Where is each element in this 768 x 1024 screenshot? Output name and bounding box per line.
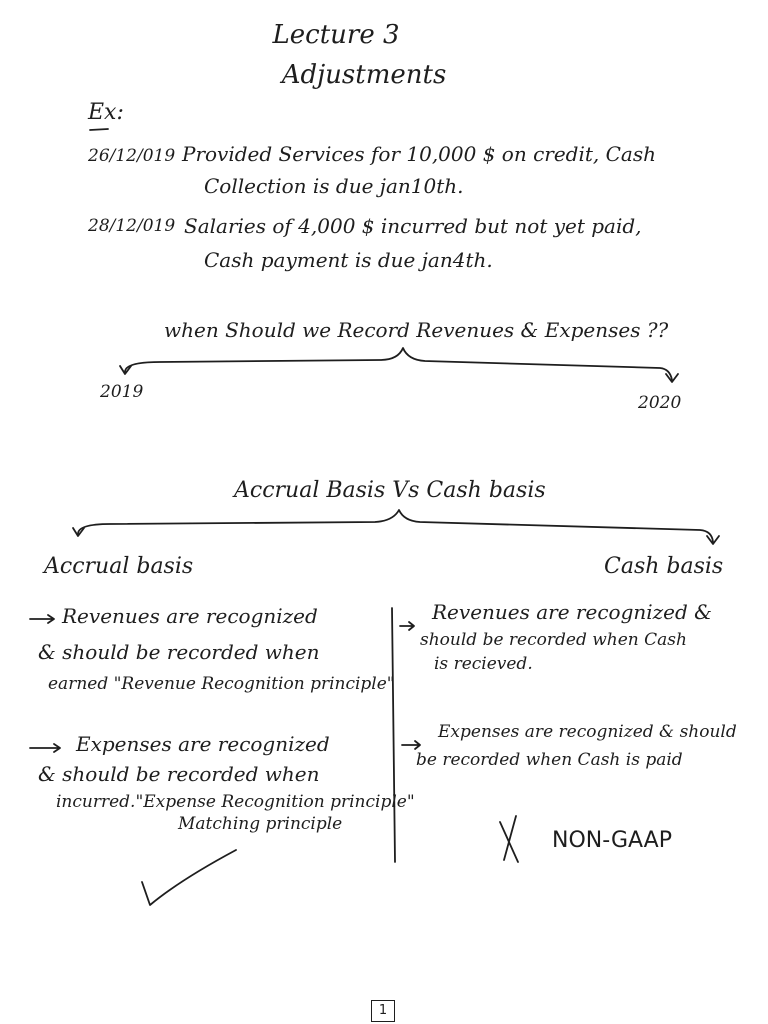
entry-2-line2: Cash payment is due jan4th. (204, 248, 493, 272)
timeline-left-year: 2019 (100, 382, 144, 402)
accrual-point-2-line-2: & should be recorded when (38, 762, 320, 786)
entry-2-date: 28/12/019 (88, 216, 176, 236)
ex-underline (90, 129, 108, 130)
page-number: 1 (371, 1000, 395, 1022)
lecture-title: Lecture 3 (272, 20, 400, 50)
bullet-arrow-2 (30, 744, 60, 752)
entry-2-line1: Salaries of 4,000 $ incurred but not yet paid, (184, 214, 642, 238)
topic-title: Adjustments (281, 60, 447, 90)
accrual-point-1-line-2: & should be recorded when (38, 640, 320, 664)
bullet-arrow-3 (400, 622, 414, 630)
accrual-point-2-line-3: incurred."Expense Recognition principle" (56, 792, 415, 812)
accrual-point-2-line-1: Expenses are recognized (76, 732, 330, 756)
entry-1-date: 26/12/019 (88, 146, 176, 166)
cash-point-1-line-2: should be recorded when Cash (420, 630, 687, 650)
example-label: Ex: (88, 100, 124, 125)
cash-label: Cash basis (604, 554, 724, 579)
cash-point-2-line-2: be recorded when Cash is paid (416, 750, 683, 770)
timeline-brace (125, 348, 672, 380)
entry-1-line1: Provided Services for 10,000 $ on credit, Cash (182, 142, 656, 166)
cash-point-1-line-1: Revenues are recognized & (432, 600, 712, 624)
x-mark (500, 816, 518, 862)
accrual-point-2-line-4: Matching principle (178, 814, 343, 834)
question: when Should we Record Revenues & Expenses ?? (164, 318, 669, 342)
bullet-arrow-1 (30, 615, 54, 623)
cash-point-2-line-1: Expenses are recognized & should (438, 722, 737, 742)
check-mark (142, 850, 236, 905)
accrual-label: Accrual basis (44, 554, 194, 579)
accrual-point-1-line-3: earned "Revenue Recognition principle" (48, 674, 395, 694)
accrual-point-1-line-1: Revenues are recognized (62, 604, 318, 628)
timeline-right-year: 2020 (638, 393, 682, 413)
bullet-arrow-4 (402, 741, 420, 749)
column-divider (392, 608, 395, 862)
cash-point-1-line-3: is recieved. (434, 654, 533, 674)
comparison-brace (78, 510, 713, 542)
verdict-label: NON-GAAP (552, 828, 673, 853)
comparison-heading: Accrual Basis Vs Cash basis (234, 478, 546, 503)
entry-1-line2: Collection is due jan10th. (204, 174, 464, 198)
